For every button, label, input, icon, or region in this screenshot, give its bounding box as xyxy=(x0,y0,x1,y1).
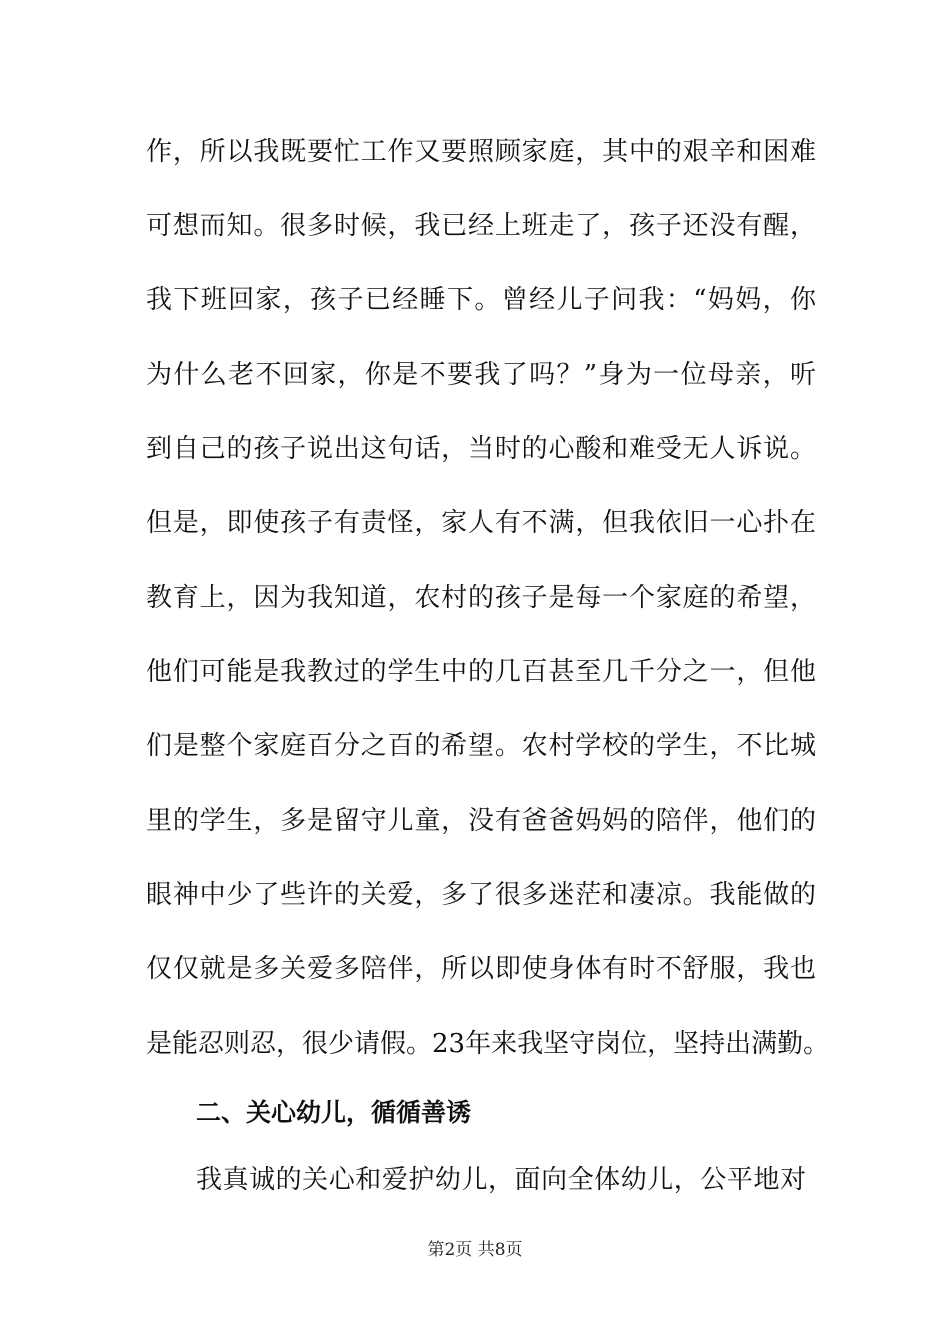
body-text-line: 我下班回家，孩子已经睡下。曾经儿子问我：“妈妈，你 xyxy=(146,285,816,315)
body-text-line: 可想而知。很多时候，我已经上班走了，孩子还没有醒， xyxy=(146,211,816,241)
body-text-line: 到自己的孩子说出这句话，当时的心酸和难受无人诉说。 xyxy=(146,434,816,464)
body-text-line: 是能忍则忍，很少请假。23年来我坚守岗位，坚持出满勤。 xyxy=(146,1029,830,1059)
section-heading: 二、关心幼儿，循循善诱 xyxy=(196,1098,472,1127)
body-text-line: 为什么老不回家，你是不要我了吗？”身为一位母亲，听 xyxy=(146,360,816,390)
body-text-line: 仅仅就是多关爱多陪伴，所以即使身体有时不舒服，我也 xyxy=(146,954,816,984)
body-text-line: 但是，即使孩子有责怪，家人有不满，但我依旧一心扑在 xyxy=(146,508,816,538)
body-text-line: 他们可能是我教过的学生中的几百甚至几千分之一，但他 xyxy=(146,657,816,687)
body-text-line: 里的学生，多是留守儿童，没有爸爸妈妈的陪伴，他们的 xyxy=(146,806,816,836)
page-number-footer: 第2页 共8页 xyxy=(427,1240,523,1260)
body-text-line: 我真诚的关心和爱护幼儿，面向全体幼儿，公平地对 xyxy=(196,1165,806,1195)
body-text-line: 们是整个家庭百分之百的希望。农村学校的学生，不比城 xyxy=(146,731,816,761)
body-text-line: 教育上，因为我知道，农村的孩子是每一个家庭的希望， xyxy=(146,583,816,613)
body-text-line: 眼神中少了些许的关爱，多了很多迷茫和凄凉。我能做的 xyxy=(146,880,816,910)
body-text-line: 作，所以我既要忙工作又要照顾家庭，其中的艰辛和困难 xyxy=(146,137,816,167)
